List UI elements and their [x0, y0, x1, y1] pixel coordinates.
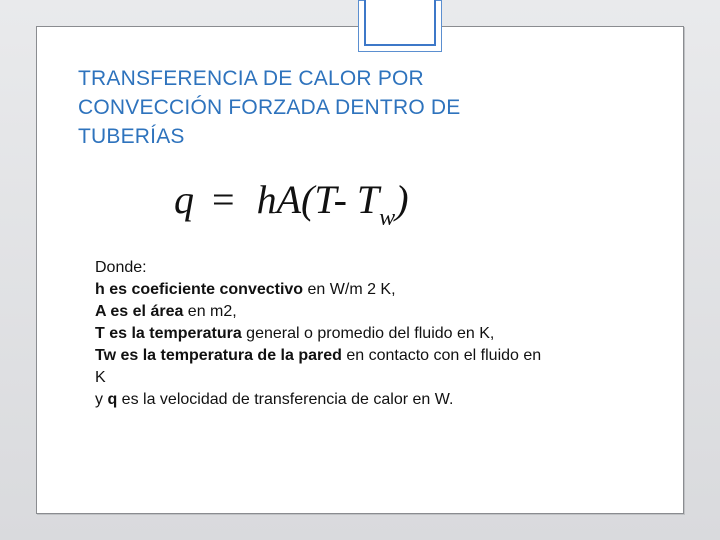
slide-title: TRANSFERENCIA DE CALOR POR CONVECCIÓN FORZADA DENTRO DE TUBERÍAS — [78, 67, 461, 148]
formula-lhs: q — [174, 177, 194, 222]
definition-q: y q es la velocidad de transferencia de calor en W. — [95, 391, 454, 408]
definition-tw: Tw es la temperatura de la pared en contacto con el fluido en — [95, 347, 542, 364]
formula-close-paren: ) — [395, 177, 409, 222]
formula-equals: = — [212, 177, 235, 222]
heat-transfer-formula — [174, 170, 454, 230]
formula-subscript: w — [379, 205, 396, 231]
definition-tw-unit: K — [95, 369, 106, 386]
decorative-tab-inner — [364, 0, 436, 46]
definitions-intro: Donde: — [95, 259, 147, 276]
definition-a: A es el área en m2, — [95, 303, 237, 320]
definition-t: T es la temperatura general o promedio del fluido en K, — [95, 325, 495, 342]
definition-h: h es coeficiente convectivo en W/m 2 K, — [95, 281, 396, 298]
definitions-text — [95, 257, 615, 411]
formula-rhs: hA(T- T — [256, 177, 380, 222]
